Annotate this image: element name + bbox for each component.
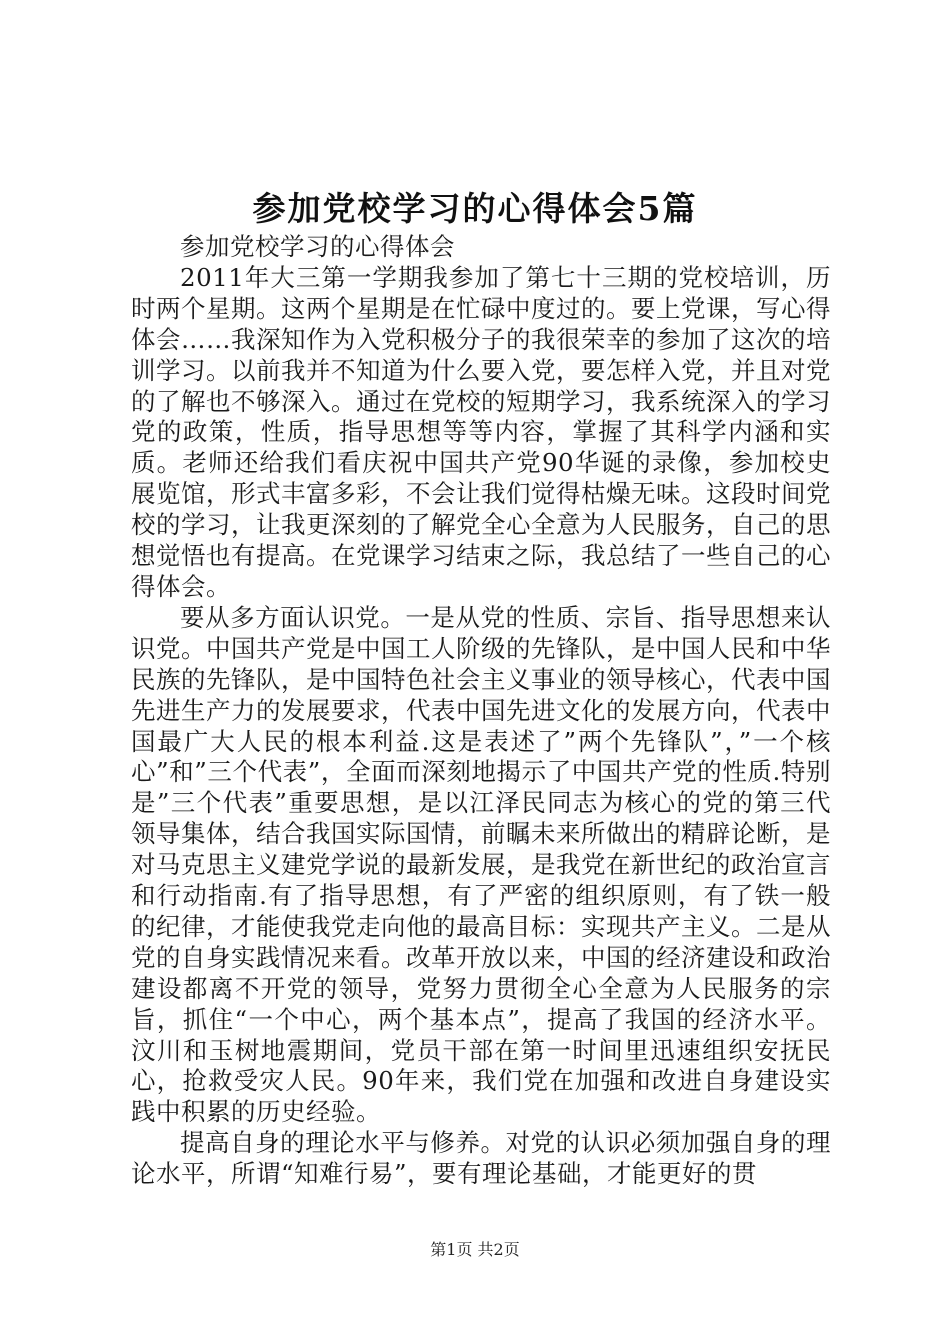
paragraph-intro: 2011年大三第一学期我参加了第七十三期的党校培训，历时两个星期。这两个星期是在忙碌中度过的。要上党课，写心得体会……我深知作为入党积极分子的我很荣幸的参加了这次的培训学习。以前我并不知道为什么要入党，要怎样入党，并且对党的了解也不够深入。通过在党校的短期学习，我系统深入的学习党的政策，性质，指导思想等等内容，掌握了其科学内涵和实质。老师还给我们看庆祝中国共产党90华诞的录像，参加校史展览馆，形式丰富多彩，不会让我们觉得枯燥无味。这段时间党校的学习，让我更深刻的了解党全心全意为人民服务，自己的思想觉悟也有提高。在党课学习结束之际，我总结了一些自己的心得体会。 <box>131 262 831 601</box>
page-number-footer: 第1页 共2页 <box>430 1240 520 1259</box>
document-title: 参加党校学习的心得体会5篇 <box>252 189 698 228</box>
paragraph-theory: 提高自身的理论水平与修养。对党的认识必须加强自身的理论水平，所谓“知难行易”，要有理论基础，才能更好的贯 <box>131 1128 831 1189</box>
document-body <box>131 232 831 1190</box>
paragraph-understanding-party: 要从多方面认识党。一是从党的性质、宗旨、指导思想来认识党。中国共产党是中国工人阶级的先锋队，是中国人民和中华民族的先锋队，是中国特色社会主义事业的领导核心，代表中国先进生产力的发展要求，代表中国先进文化的发展方向，代表中国最广大人民的根本利益.这是表述了”两个先锋队”，”一个核心”和”三个代表”，全面而深刻地揭示了中国共产党的性质.特别是”三个代表”重要思想，是以江泽民同志为核心的党的第三代领导集体，结合我国实际国情，前瞩未来所做出的精辟论断，是对马克思主义建党学说的最新发展，是我党在新世纪的政治宣言和行动指南.有了指导思想，有了严密的组织原则，有了铁一般的纪律，才能使我党走向他的最高目标：实现共产主义。二是从党的自身实践情况来看。改革开放以来，中国的经济建设和政治建设都离不开党的领导，党努力贯彻全心全意为人民服务的宗旨，抓住“一个中心，两个基本点”，提高了我国的经济水平。汶川和玉树地震期间，党员干部在第一时间里迅速组织安抚民心，抢救受灾人民。90年来，我们党在加强和改进自身建设实践中积累的历史经验。 <box>131 602 831 1127</box>
paragraph-subtitle: 参加党校学习的心得体会 <box>180 232 455 261</box>
